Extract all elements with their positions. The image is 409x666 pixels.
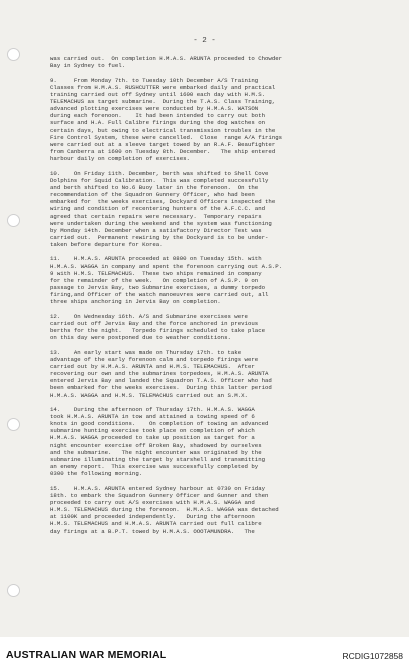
punch-hole: [7, 584, 20, 597]
archive-footer: [0, 637, 409, 666]
paragraph-15: 15. H.M.A.S. ARUNTA entered Sydney harbour at 0730 on Friday 18th. to embark the Squadron Gunnery Officer and Gunner and then proceeded to carry out A/S exercises with H.M.A.S. WAGGA and H.M.S. TELEMACHUS during the forenoon. H.M.A.S. WAGGA was detached at 1100K and proceeded independently. During the afternoon H.M.S. TELEMACHUS and H.M.A.S. ARUNTA carried out full calibre day firings at a B.P.T. towed by H.M.A.S. OOOTAMUNDRA. The: [50, 484, 279, 535]
punch-hole: [7, 418, 20, 431]
punch-hole: [7, 214, 20, 227]
record-id: RCDIG1072858: [342, 651, 403, 661]
paragraph-9: 9. From Monday 7th. to Tuesday 10th December A/S Training Classes from H.M.A.S. RUSHCUTTER were embarked daily and practical training carried out off Sydney until 1600 each day with H.M.S. TELEMACHUS as target submarine. During the T.A.S. Class Training, advanced plotting exercises were conducted by H.M.A.S. WATSON during each forenoon. It had been intended to carry out both surface and H.A. Full Calibre firings during the dog watches on certain days, but owing to electrical transmission troubles in the Fire Control System, these were cancelled. Close range A/A firings were carried out at a sleeve target towed by an R.A.F. Beaufighter from Canberra at 1600 on Tuesday 8th. December. The ship entered harbour daily on completion of exercises.: [50, 76, 283, 163]
document-body: [50, 55, 376, 542]
paragraph-14: 14. During the afternoon of Thursday 17th. H.M.A.S. WAGGA took H.M.A.S. ARUNTA in tow and attained a towing speed of 6 knots in good conditions. On completion of towing an advanced submarine hunting exercise took place on completion of which H.M.A.S. WAGGA proceeded to take up position as target for a night encounter exercise off Broken Bay, shadowed by ourselves and the submarine. The night encounter was originated by the submarine illuminating the target by starshell and transmitting an enemy report. This exercise was successfully completed by 0300 the following morning.: [50, 405, 269, 478]
paragraph-10: 10. On Friday 11th. December, berth was shifted to Shell Cove Dolphins for Squid Calibration. This was completed successfully and berth shifted to No.6 Buoy later in the forenoon. On the recommendation of the Squadron Gunnery Officer, who had been embarked for the weeks exercises, Dockyard Officers inspected the wiring and condition of recentering hunters of the A.F.C.C. and agreed that certain repairs were necessary. Temporary repairs were undertaken during the weekend and the system was functioning by Monday 14th. December when a satisfactory Director Test was carried out. Permanent rewiring by the Dockyard is to be under- taken before departure for Korea.: [50, 169, 276, 249]
punch-hole: [7, 48, 20, 61]
paragraph: was carried out. On completion H.M.A.S. ARUNTA proceeded to Chowder Bay in Sydney to fuel.: [50, 55, 283, 70]
paragraph-12: 12. On Wednesday 16th. A/S and Submarine exercises were carried out off Jervis Bay and the force anchored in previous berths for the night. Torpedo firings scheduled to take place on this day were postponed due to weather conditions.: [50, 312, 266, 342]
paragraph-11: 11. H.M.A.S. ARUNTA proceeded at 0800 on Tuesday 15th. with H.M.A.S. WAGGA in company and spent the forenoon carrying out A.S.P. 9 with H.M.S. TELEMACHUS. These two ships remained in company for the remainder of the week. On completion of A.S.P. 9 on passage to Jervis Bay, two Submarine exercises, a dummy torpedo firing,and Officer of the watch manoeuvres were carried out, all three ships anchoring in Jervis Bay on completion.: [50, 255, 283, 306]
page-number: - 2 -: [193, 37, 216, 45]
archive-name: AUSTRALIAN WAR MEMORIAL: [6, 649, 167, 661]
paragraph-13: 13. An early start was made on Thursday 17th. to take advantage of the early forenoon calm and torpedo firings were carried out by H.M.A.S. ARUNTA and H.M.S. TELEMACHUS. After recovering our own and the submarines torpedoes, H.M.A.S. ARUNTA entered Jervis Bay and landed the Squadron T.A.S. Officer who had been embarked for the weeks exercises. During this latter period H.M.A.S. WAGGA and H.M.S. TELEMACHUS carried out an S.M.X.: [50, 348, 272, 399]
